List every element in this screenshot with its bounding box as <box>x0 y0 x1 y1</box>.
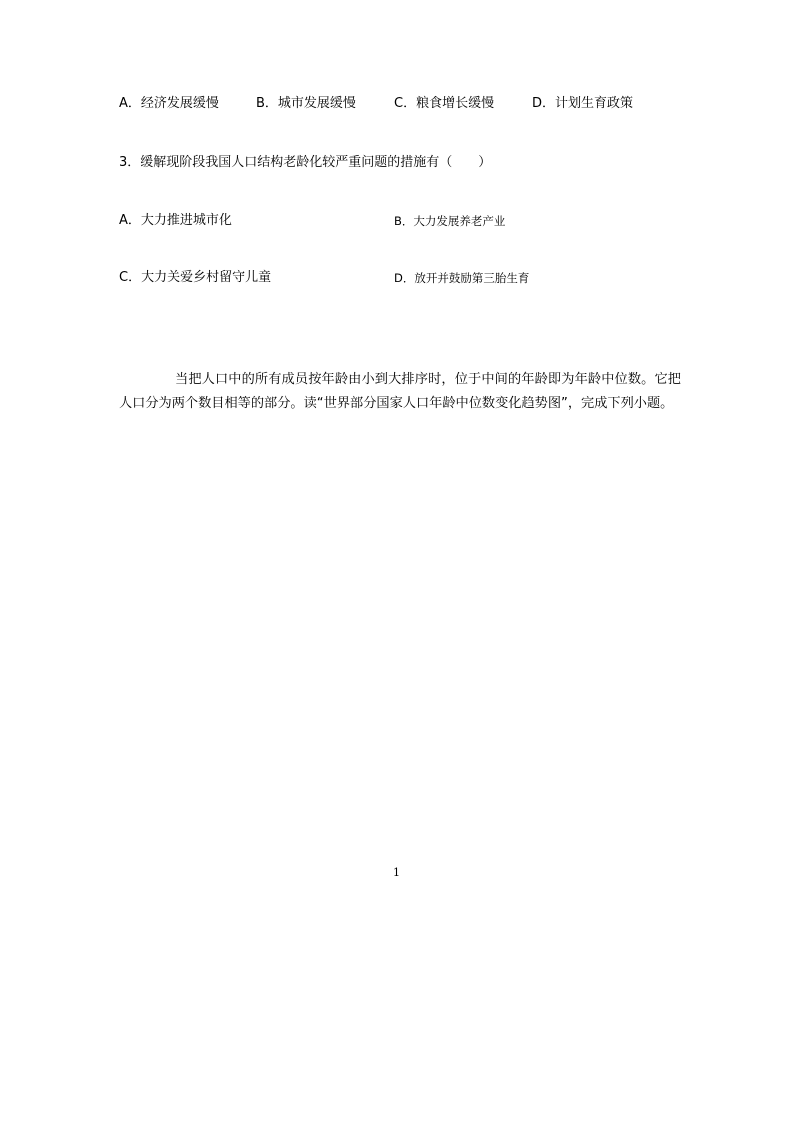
q3-option-c: C．大力关爱乡村留守儿童 <box>119 270 272 285</box>
q2-option-c: C．粮食增长缓慢 <box>394 96 495 111</box>
q2-option-d: D．计划生育政策 <box>532 96 634 111</box>
q3-option-b: B．大力发展养老产业 <box>394 214 506 228</box>
page-number: 1 <box>393 866 400 879</box>
q3-stem: 3．缓解现阶段我国人口结构老龄化较严重问题的措施有（ ） <box>119 155 492 170</box>
q2-option-a: A．经济发展缓慢 <box>119 96 219 111</box>
q2-option-b: B．城市发展缓慢 <box>256 96 356 111</box>
passage-paragraph: 当把人口中的所有成员按年龄由小到大排序时，位于中间的年龄即为年龄中位数。它把人口分为两个数目相等的部分。读“世界部分国家人口年龄中位数变化趋势图”，完成下列小题。 <box>119 372 681 411</box>
q3-option-a: A．大力推进城市化 <box>119 213 232 228</box>
q3-option-d: D．放开并鼓励第三胎生育 <box>394 271 530 285</box>
